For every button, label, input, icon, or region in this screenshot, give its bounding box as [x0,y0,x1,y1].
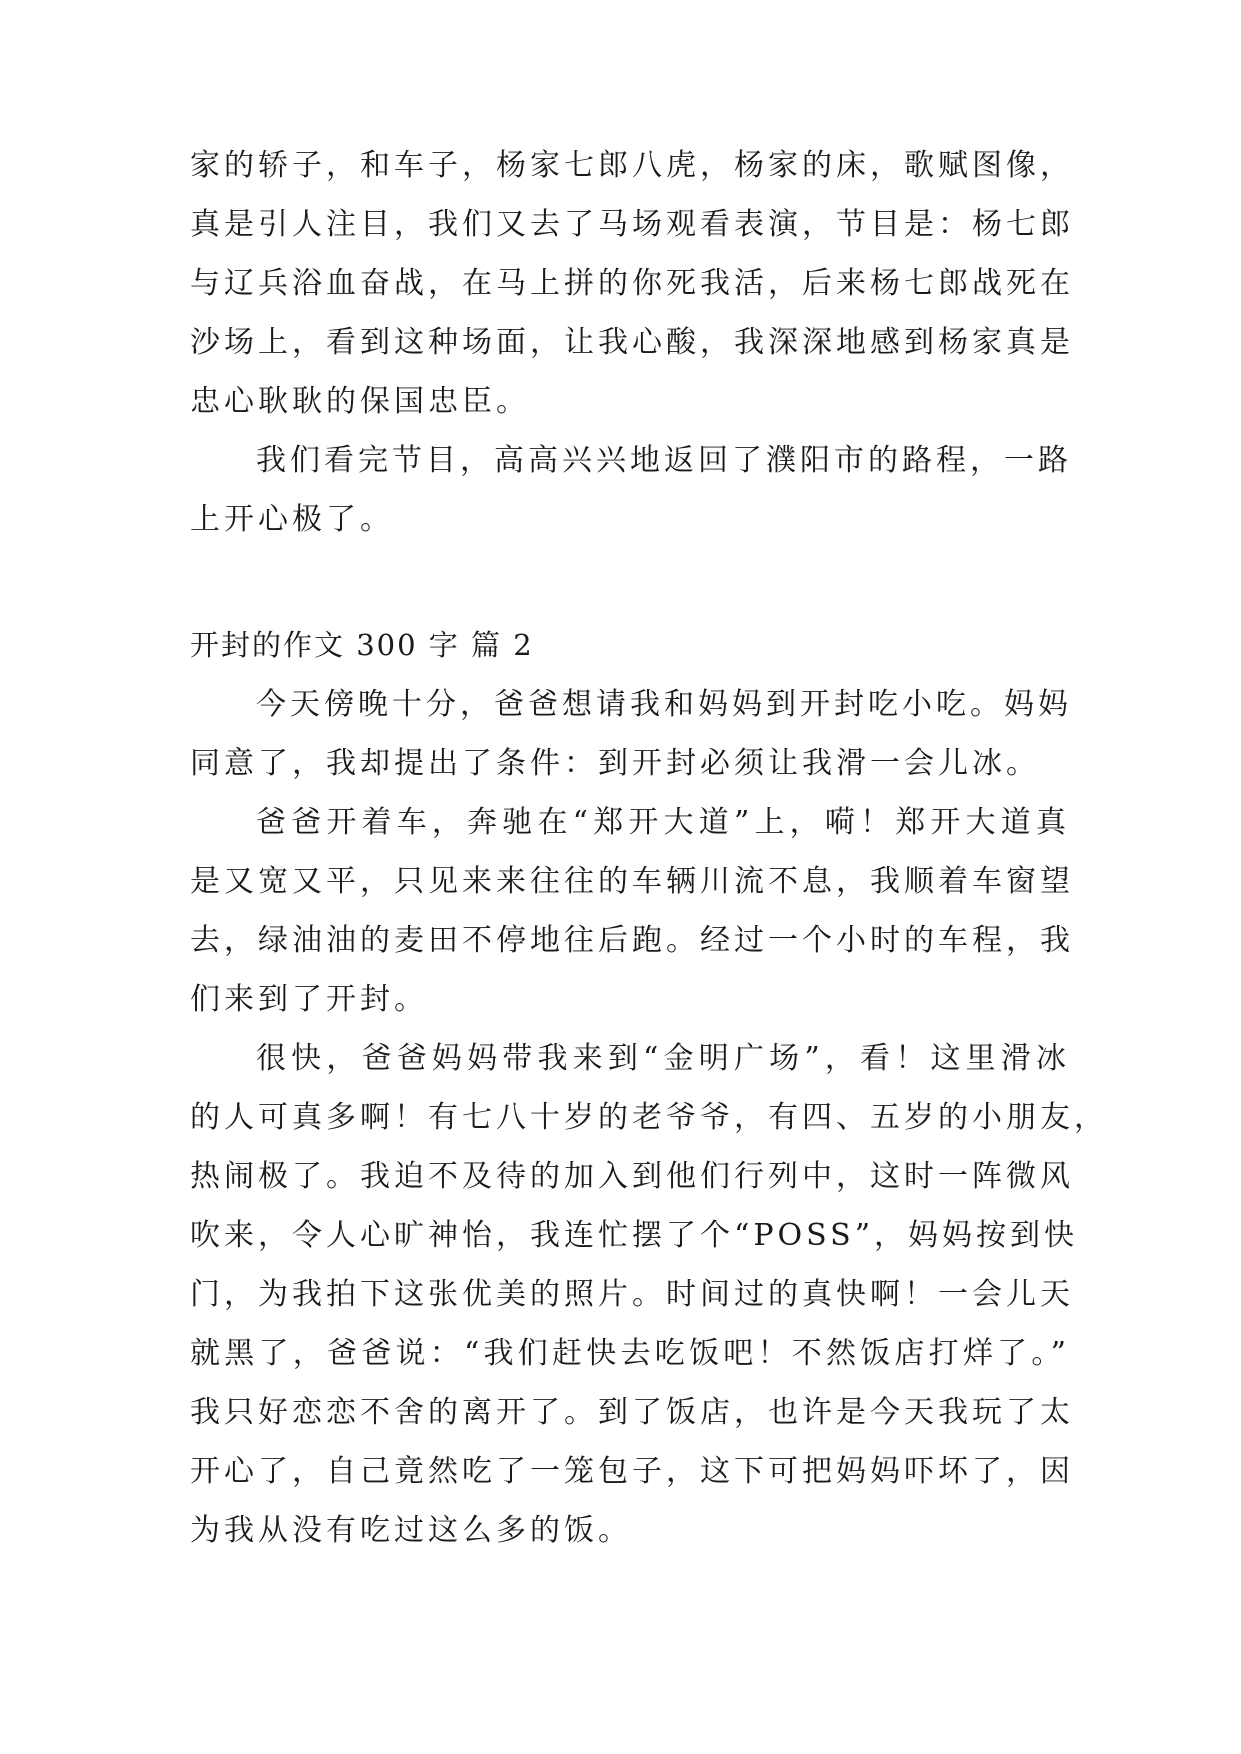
paragraph-line: 家的轿子，和车子，杨家七郎八虎，杨家的床，歌赋图像， [190,148,1074,183]
paragraph-line: 的人可真多啊！有七八十岁的老爷爷，有四、五岁的小朋友， [190,1100,1108,1135]
paragraph-line: 为我从没有吃过这么多的饭。 [190,1513,632,1548]
paragraph-line: 同意了，我却提出了条件：到开封必须让我滑一会儿冰。 [190,746,1040,781]
paragraph-line: 真是引人注目，我们又去了马场观看表演，节目是：杨七郎 [190,207,1074,242]
paragraph-line: 今天傍晚十分，爸爸想请我和妈妈到开封吃小吃。妈妈 [256,687,1072,722]
paragraph-line: 热闹极了。我迫不及待的加入到他们行列中，这时一阵微风 [190,1159,1074,1194]
paragraph-line: 吹来，令人心旷神怡，我连忙摆了个“POSS”，妈妈按到快 [190,1218,1079,1253]
paragraph-line: 去，绿油油的麦田不停地往后跑。经过一个小时的车程，我 [190,923,1074,958]
paragraph-line: 就黑了，爸爸说：“我们赶快去吃饭吧！不然饭店打烊了。” [190,1336,1070,1371]
paragraph-line: 我只好恋恋不舍的离开了。到了饭店，也许是今天我玩了太 [190,1395,1074,1430]
paragraph-line: 与辽兵浴血奋战，在马上拼的你死我活，后来杨七郎战死在 [190,266,1074,301]
paragraph-line: 我们看完节目，高高兴兴地返回了濮阳市的路程，一路 [256,443,1072,478]
paragraph-line: 们来到了开封。 [190,982,428,1017]
paragraph-line: 爸爸开着车，奔驰在“郑开大道”上，嗬！郑开大道真 [256,805,1070,840]
section-heading: 开封的作文 300 字 篇 2 [190,628,534,662]
paragraph-line: 是又宽又平，只见来来往往的车辆川流不息，我顺着车窗望 [190,864,1074,899]
paragraph-line: 门，为我拍下这张优美的照片。时间过的真快啊！一会儿天 [190,1277,1074,1312]
paragraph-line: 开心了，自己竟然吃了一笼包子，这下可把妈妈吓坏了，因 [190,1454,1074,1489]
paragraph-line: 沙场上，看到这种场面，让我心酸，我深深地感到杨家真是 [190,325,1074,360]
paragraph-line: 上开心极了。 [190,502,394,537]
paragraph-line: 忠心耿耿的保国忠臣。 [190,384,530,419]
paragraph-line: 很快，爸爸妈妈带我来到“金明广场”，看！这里滑冰 [256,1041,1070,1076]
